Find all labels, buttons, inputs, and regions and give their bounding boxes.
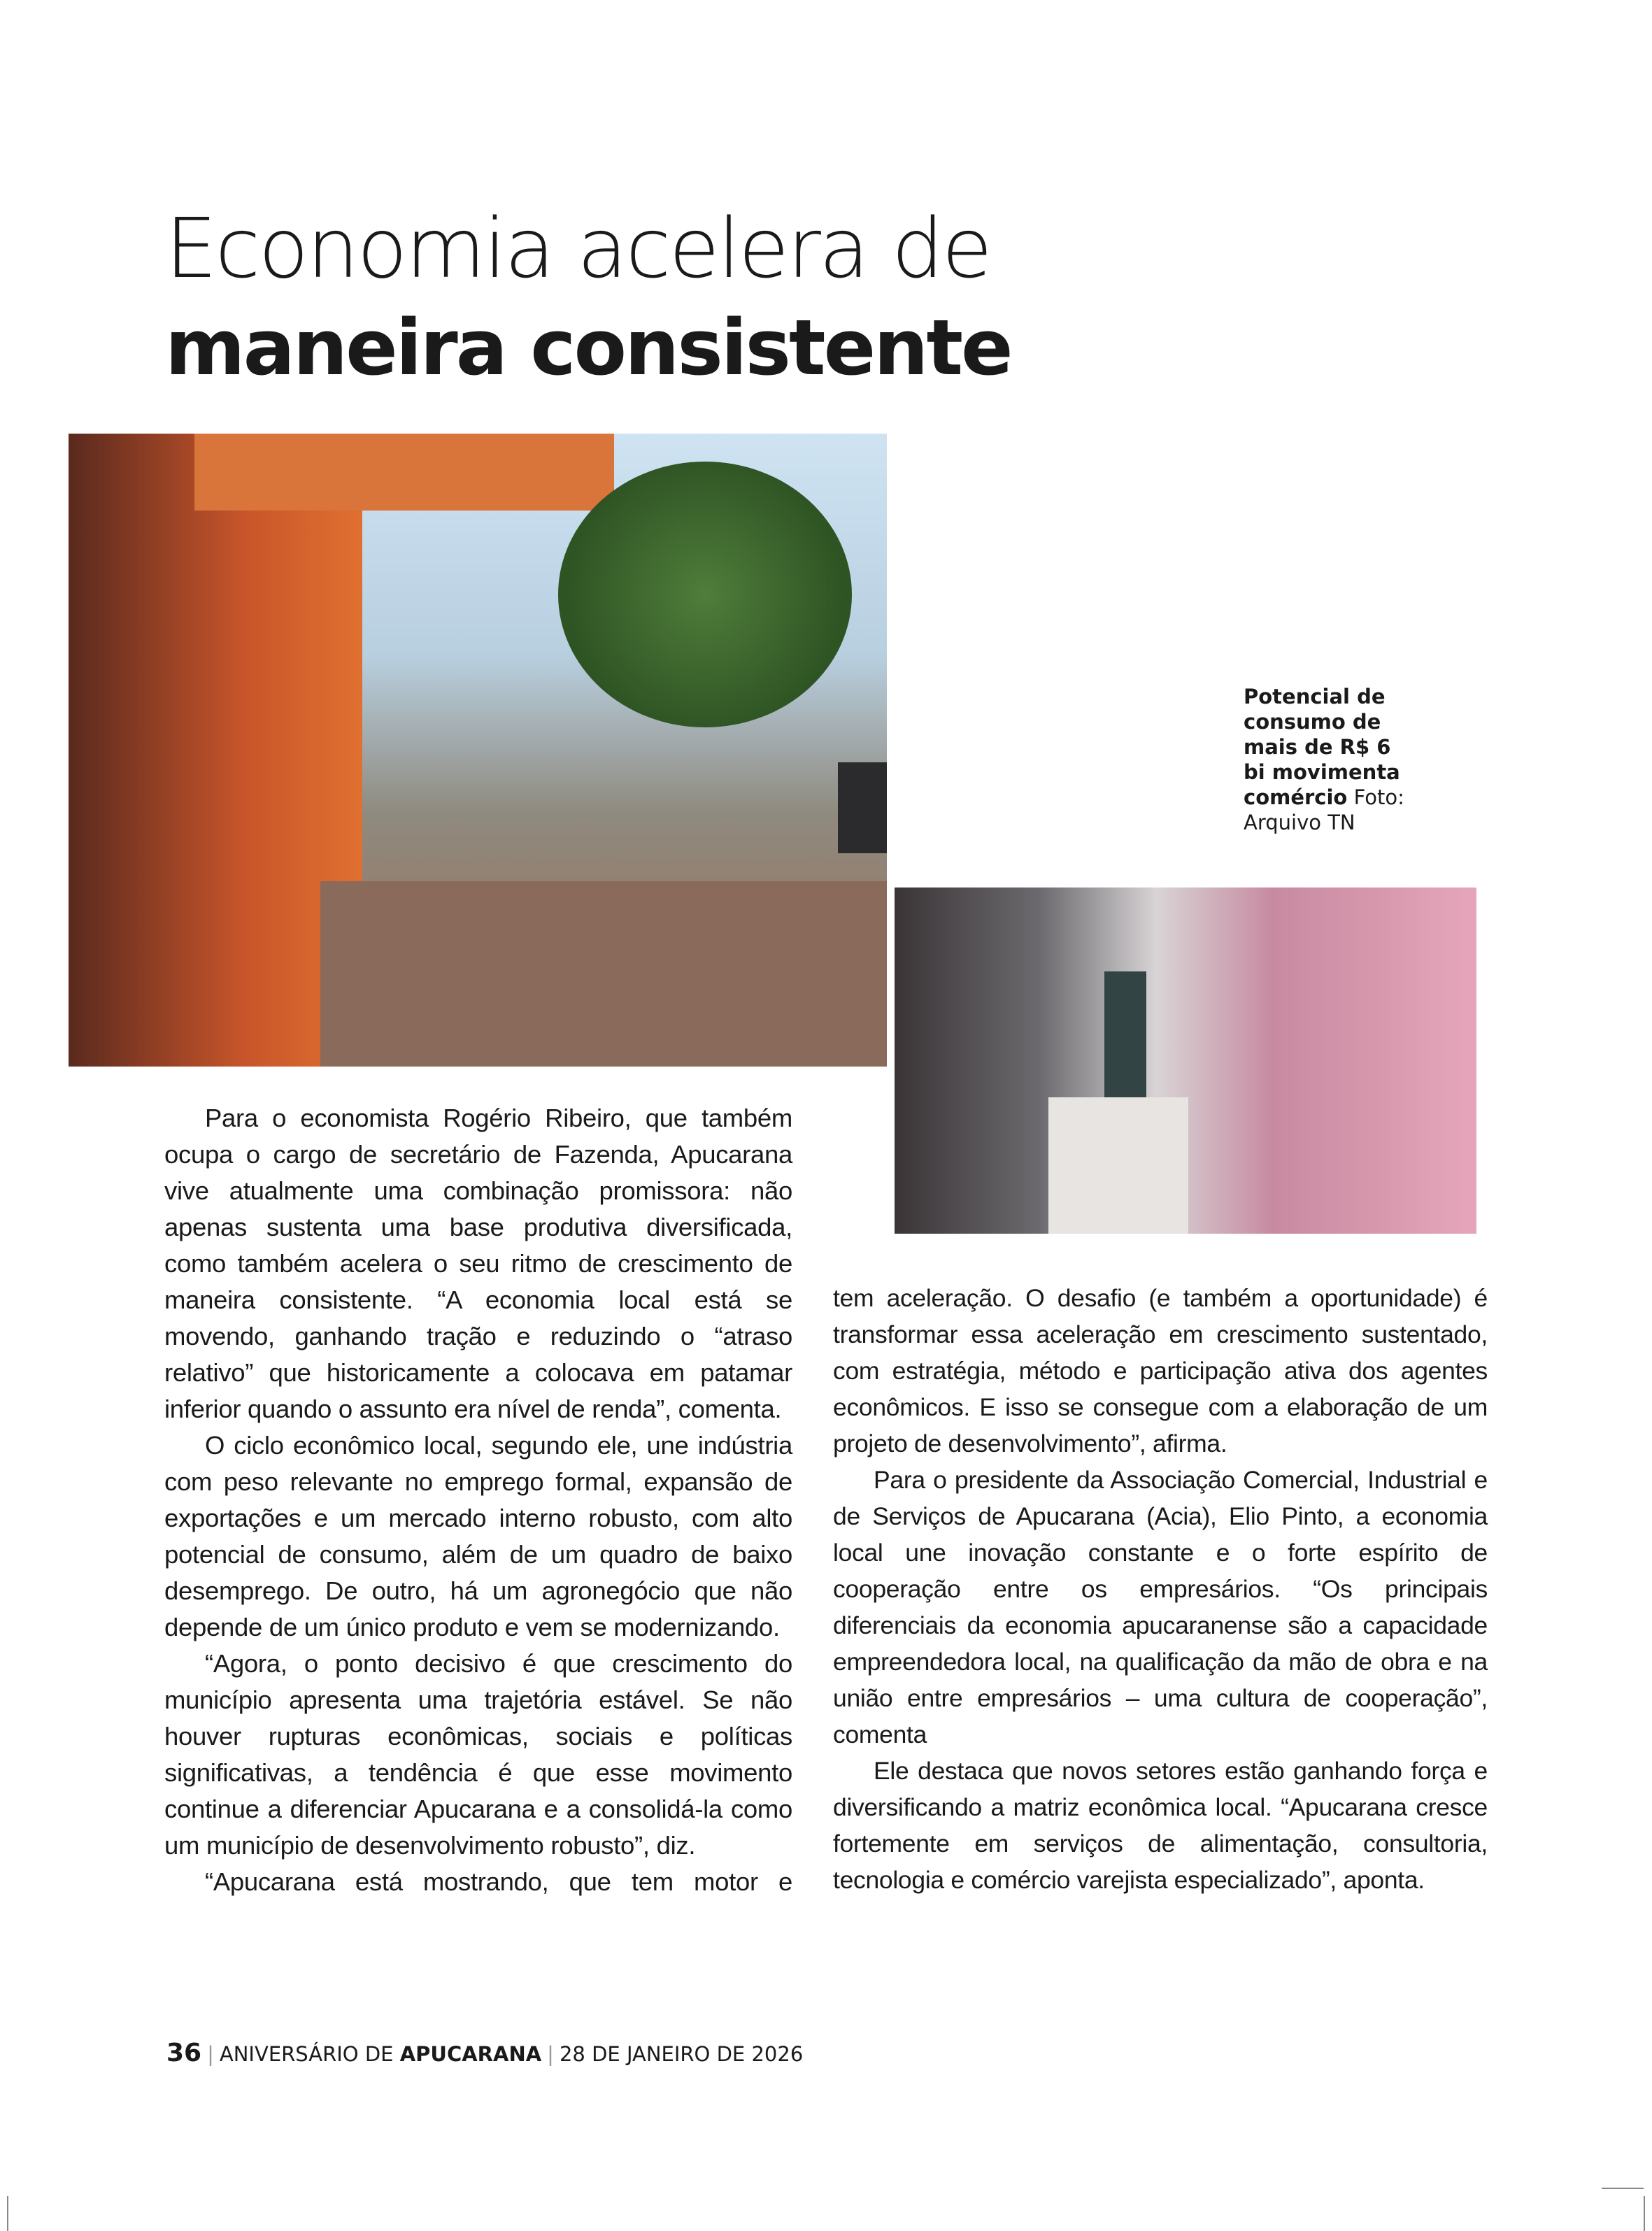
crop-mark <box>1602 2188 1644 2189</box>
sidewalk-shape <box>320 881 887 1067</box>
store-aisle-photo <box>890 883 1476 1234</box>
divider: | <box>547 2042 554 2066</box>
tree-shape <box>558 462 852 727</box>
paragraph: “Agora, o ponto decisivo é que crescimento do município apresenta uma trajetória estável. Se não houver rupturas econômicas, sociais e políticas significativas, a tendência é que esse movimento continue a diferenciar Apucarana e a consolidá-la como um município de desenvolvimento robusto”, diz. <box>164 1649 792 1860</box>
crop-mark <box>1644 2196 1645 2231</box>
caption-text: Potencial de consumo de mais de R$ 6 bi movimenta comércio <box>1244 685 1400 809</box>
issue-date: 28 DE JANEIRO DE 2026 <box>559 2042 804 2066</box>
paragraph: Ele destaca que novos setores estão ganhando força e diversificando a matriz econômica local. “Apucarana cresce fortemente em serviços de alimentação, consultoria, tecnologia e comércio varejista especializado”, aponta. <box>833 1757 1488 1894</box>
paragraph: Para o presidente da Associação Comercial, Industrial e de Serviços de Apucarana (Acia), Elio Pinto, a economia local une inovação constante e o forte espírito de cooperação entre os empresários. “Os principais diferenciais da economia apucaranense são a capacidade empreendedora local, na qualificação da mão de obra e na união entre empresários – uma cultura de cooperação”, comenta <box>833 1466 1488 1748</box>
floor-shape <box>1048 1097 1188 1234</box>
paragraph: “Apucarana está mostrando, que tem motor e <box>205 1867 792 1896</box>
page-footer <box>166 2039 803 2067</box>
paragraph: Para o economista Rogério Ribeiro, que também ocupa o cargo de secretário de Fazenda, Apucarana vive atualmente uma combinação promissora: não apenas sustenta uma base produtiva diversificada, como também acelera o seu ritmo de crescimento de maneira consistente. “A economia local está se movendo, ganhando tração e reduzindo o “atraso relativo” que historicamente a colocava em patamar inferior quando o assunto era nível de renda”, comenta. <box>164 1104 792 1423</box>
paragraph: O ciclo econômico local, segundo ele, une indústria com peso relevante no emprego formal, expansão de exportações e um mercado interno robusto, com alto potencial de consumo, além de um quadro de baixo desemprego. De outro, há um agronegócio que não depende de um único produto e vem se modernizando. <box>164 1431 792 1641</box>
section-name: APUCARANA <box>399 2042 542 2066</box>
article-column-1 <box>164 1100 792 1900</box>
car-shape <box>838 762 887 853</box>
photo-caption <box>1244 684 1418 835</box>
crop-mark <box>7 2196 8 2231</box>
awning-shape <box>194 434 614 511</box>
section-prefix: ANIVERSÁRIO DE <box>219 2042 400 2066</box>
headline-line-1: Economia acelera de <box>165 200 991 297</box>
headline-line-2: maneira consistente <box>165 303 1011 392</box>
page-number: 36 <box>166 2039 202 2067</box>
divider: | <box>207 2042 214 2066</box>
photo-credit: Foto: Arquivo TN <box>1244 785 1404 834</box>
storefront-shape <box>69 434 362 1067</box>
article-column-2 <box>833 1280 1488 1898</box>
street-commerce-photo <box>69 434 887 1067</box>
paragraph: tem aceleração. O desafio (e também a oportunidade) é transformar essa aceleração em crescimento sustentado, com estratégia, método e participação ativa dos agentes econômicos. E isso se consegue com a elaboração de um projeto de desenvolvimento”, afirma. <box>833 1284 1488 1457</box>
